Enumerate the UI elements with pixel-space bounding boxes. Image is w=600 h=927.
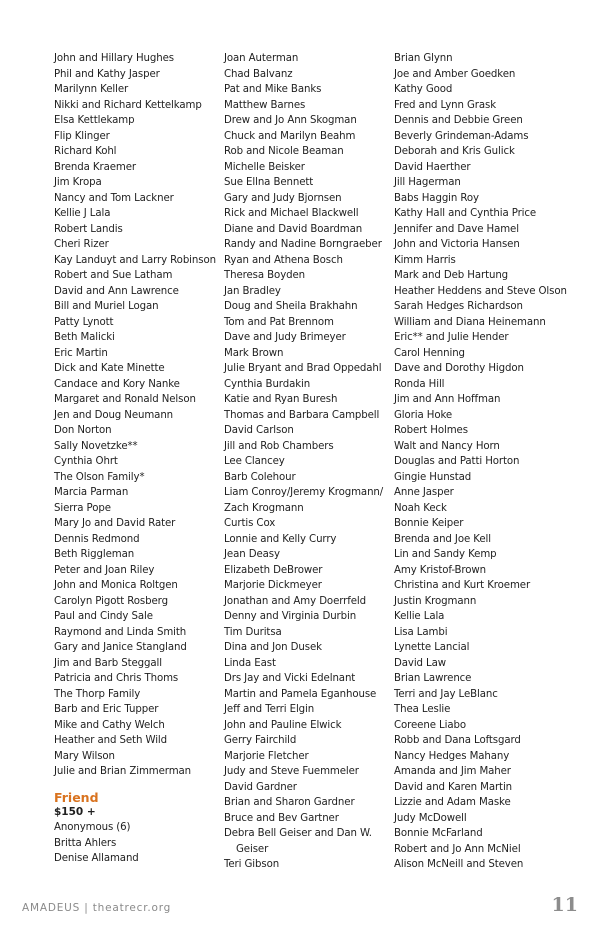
footer-show-title: AMADEUS [22, 902, 81, 914]
donor-name: Anne Jasper [394, 487, 454, 498]
donor-name: Sue Ellna Bennett [224, 177, 314, 188]
donor-name: Cynthia Ohrt [54, 456, 118, 467]
donor-column-3 [394, 51, 567, 873]
donor-name: Ronda Hill [394, 378, 445, 390]
donor-name: Lin and Sandy Kemp [394, 549, 497, 560]
donor-name: Drs Jay and Vicki Edelnant [224, 673, 356, 684]
donor-name: Julie and Brian Zimmerman [54, 766, 192, 777]
donor-name: Raymond and Linda Smith [54, 626, 187, 638]
footer-website[interactable]: theatrecr.org [92, 902, 172, 914]
donor-name: Jill Hagerman [394, 177, 461, 188]
donor-name: Douglas and Patti Horton [394, 456, 520, 467]
donor-name: Drew and Jo Ann Skogman [224, 115, 357, 126]
donor-name: Lonnie and Kelly Curry [224, 533, 337, 545]
donor-name: Julie Bryant and Brad Oppedahl [224, 363, 382, 374]
donor-name: David Law [394, 657, 447, 669]
donor-name: Peter and Joan Riley [54, 564, 155, 576]
donor-name: Heather Heddens and Steve Olson [394, 285, 567, 297]
donor-name: Dave and Judy Brimeyer [224, 332, 346, 343]
donor-name: Heather and Seth Wild [54, 735, 168, 746]
donor-name: Phil and Kathy Jasper [54, 68, 160, 80]
donor-name: Matthew Barnes [224, 99, 306, 111]
donor-name: Jim Kropa [54, 177, 102, 188]
donor-name: Eric** and Julie Hender [394, 332, 509, 343]
donor-name: Barb and Eric Tupper [54, 704, 159, 715]
donor-name: Jean Deasy [224, 549, 280, 560]
donor-name: Kellie Lala [394, 611, 445, 622]
donor-name: Jim and Ann Hoffman [394, 394, 501, 405]
donor-name: Jeff and Terri Elgin [224, 704, 315, 715]
donor-name: Amanda and Jim Maher [394, 766, 511, 777]
donor-name: Patty Lynott [54, 316, 114, 328]
donor-name: David Gardner [224, 781, 297, 793]
page-number: 11 [551, 894, 578, 916]
donor-name: Gloria Hoke [394, 409, 453, 421]
donor-name: Margaret and Ronald Nelson [54, 394, 196, 405]
donor-name: Beth Malicki [54, 332, 115, 343]
donor-name: Gary and Judy Bjornsen [224, 192, 342, 204]
donor-name: Jill and Rob Chambers [224, 440, 334, 452]
donor-name: Mike and Cathy Welch [54, 719, 165, 731]
donor-name: Walt and Nancy Horn [394, 440, 500, 452]
donor-name: Brenda Kraemer [54, 161, 136, 173]
donor-name: David Haerther [394, 161, 471, 173]
donor-name: Candace and Kory Nanke [54, 378, 180, 390]
donor-name: Dennis and Debbie Green [394, 115, 523, 126]
donor-name: John and Victoria Hansen [394, 239, 520, 250]
donor-name: Cheri Rizer [54, 239, 109, 250]
donor-name: Britta Ahlers [54, 837, 117, 849]
donor-name: Dick and Kate Minette [54, 363, 165, 374]
donor-name: Curtis Cox [224, 518, 276, 529]
donor-name: Joe and Amber Goedken [394, 68, 516, 80]
donor-name: Denise Allamand [54, 853, 139, 864]
donor-name: William and Diana Heinemann [394, 316, 546, 328]
donor-name: Kay Landuyt and Larry Robinson [54, 254, 216, 266]
donor-name: Gerry Fairchild [224, 735, 297, 746]
donor-name: Fred and Lynn Grask [394, 99, 497, 111]
donor-name: Brian Lawrence [394, 673, 472, 684]
donor-name: Anonymous (6) [54, 822, 131, 833]
donor-name: Geiser [236, 843, 269, 855]
donor-name: Brian Glynn [394, 53, 453, 64]
donor-name: Sarah Hedges Richardson [394, 301, 523, 312]
donor-name: Christina and Kurt Kroemer [394, 580, 531, 591]
donor-name: Judy and Steve Fuemmeler [224, 766, 359, 777]
friend-amount: $150 + [54, 805, 96, 818]
friend-heading: Friend [54, 789, 99, 805]
donor-name: Judy McDowell [394, 812, 467, 824]
donor-column-1 [54, 51, 214, 867]
donor-name: Carol Henning [394, 347, 465, 359]
donor-name: Brian and Sharon Gardner [224, 797, 355, 808]
donor-name: Eric Martin [54, 347, 108, 359]
donor-list-col1 [54, 51, 214, 780]
donor-name: Lisa Lambi [394, 626, 448, 638]
donor-name: Mary Jo and David Rater [54, 518, 176, 529]
donor-name: Amy Kristof-Brown [394, 564, 487, 576]
donor-name: Robert Holmes [394, 425, 468, 436]
donor-name: Mark and Deb Hartung [394, 270, 509, 281]
donor-list-col3 [394, 51, 567, 873]
donor-name: Dina and Jon Dusek [224, 642, 322, 653]
donor-name: Brenda and Joe Kell [394, 533, 491, 545]
donor-name: Michelle Beisker [224, 161, 305, 173]
donor-name: Bill and Muriel Logan [54, 301, 159, 312]
donor-name: Jonathan and Amy Doerrfeld [224, 595, 366, 607]
donor-name: Richard Kohl [54, 146, 117, 157]
donor-name: Flip Klinger [54, 130, 110, 142]
donor-name: Chad Balvanz [224, 68, 293, 80]
donor-name: Patricia and Chris Thoms [54, 673, 179, 684]
donor-name: Thea Leslie [394, 704, 451, 715]
donor-name: Marcia Parman [54, 487, 129, 498]
donor-name: Lizzie and Adam Maske [394, 797, 511, 808]
donor-name: Denny and Virginia Durbin [224, 611, 357, 622]
donor-name: Bonnie McFarland [394, 828, 483, 839]
donor-name: Randy and Nadine Borngraeber [224, 239, 382, 250]
donor-name: Robb and Dana Loftsgard [394, 735, 521, 746]
donor-name: Pat and Mike Banks [224, 84, 322, 95]
donor-name: Joan Auterman [224, 53, 299, 64]
footer [22, 902, 171, 914]
donor-name: Kimm Harris [394, 254, 456, 266]
donor-name: Chuck and Marilyn Beahm [224, 130, 356, 142]
donor-name: Carolyn Pigott Rosberg [54, 595, 168, 607]
donor-name: John and Pauline Elwick [224, 719, 342, 731]
donor-name: Coreene Liabo [394, 719, 466, 731]
donor-name: Mark Brown [224, 347, 284, 359]
donor-name: Kellie J Lala [54, 208, 111, 219]
donor-name: Mary Wilson [54, 750, 115, 762]
donor-name: Jennifer and Dave Hamel [394, 223, 519, 235]
donor-name: Nikki and Richard Kettelkamp [54, 99, 202, 111]
donor-name: Elizabeth DeBrower [224, 564, 323, 576]
footer-separator: | [84, 902, 89, 914]
donor-name: Beth Riggleman [54, 549, 135, 560]
donor-name: Sally Novetzke** [54, 440, 138, 452]
donor-name: Tim Duritsa [224, 626, 282, 638]
donor-name: Nancy and Tom Lackner [54, 192, 174, 204]
donor-name: Jim and Barb Steggall [54, 657, 162, 669]
donor-name: Zach Krogmann [224, 502, 304, 514]
donor-column-2 [224, 51, 384, 873]
donor-name: Babs Haggin Roy [394, 192, 479, 204]
donor-name: Marjorie Dickmeyer [224, 580, 322, 591]
donor-name: Lee Clancey [224, 456, 285, 467]
donor-name: Debra Bell Geiser and Dan W. [224, 828, 372, 839]
donor-name: Tom and Pat Brennom [224, 316, 334, 328]
donor-name: Jan Bradley [224, 285, 281, 297]
donor-name: Rob and Nicole Beaman [224, 146, 344, 157]
donor-name: Paul and Cindy Sale [54, 611, 153, 622]
donor-name: Dennis Redmond [54, 533, 140, 545]
donor-name: Justin Krogmann [394, 595, 477, 607]
donor-name: John and Monica Roltgen [54, 580, 178, 591]
donor-name: Gary and Janice Stangland [54, 642, 187, 653]
donor-name: Diane and David Boardman [224, 223, 363, 235]
donor-name: Linda East [224, 657, 276, 669]
donor-name: Cynthia Burdakin [224, 378, 311, 390]
donor-name: Kathy Hall and Cynthia Price [394, 208, 537, 219]
donor-name: Terri and Jay LeBlanc [394, 688, 498, 700]
donor-name: Deborah and Kris Gulick [394, 146, 515, 157]
donor-name: Thomas and Barbara Campbell [224, 409, 380, 421]
donor-name: The Olson Family* [54, 471, 145, 483]
donor-name: Elsa Kettlekamp [54, 115, 135, 126]
donor-name: Marjorie Fletcher [224, 750, 309, 762]
donor-name: Alison McNeill and Steven [394, 859, 524, 870]
donor-name: Don Norton [54, 425, 112, 436]
donor-name: David and Karen Martin [394, 781, 513, 793]
donor-name: The Thorp Family [54, 688, 141, 700]
donor-name: Gingie Hunstad [394, 471, 472, 483]
donor-name: Bruce and Bev Gartner [224, 812, 339, 824]
donor-name: Robert Landis [54, 223, 123, 235]
donor-name: Doug and Sheila Brakhahn [224, 301, 358, 312]
donor-name: Theresa Boyden [224, 270, 306, 281]
donor-name: Sierra Pope [54, 502, 111, 514]
donor-name: Noah Keck [394, 502, 447, 514]
donor-name: David and Ann Lawrence [54, 285, 179, 297]
donor-name: Lynette Lancial [394, 642, 470, 653]
donor-name: Beverly Grindeman-Adams [394, 130, 529, 142]
donor-name: Marilynn Keller [54, 84, 129, 95]
donor-name: Teri Gibson [224, 859, 280, 870]
donor-name: Nancy Hedges Mahany [394, 750, 510, 762]
donor-name: Martin and Pamela Eganhouse [224, 688, 377, 700]
donor-name: Liam Conroy/Jeremy Krogmann/ [224, 487, 384, 498]
donor-list-col2 [224, 51, 384, 873]
donor-name: Bonnie Keiper [394, 518, 464, 529]
donor-name: David Carlson [224, 425, 294, 436]
donor-name: Rick and Michael Blackwell [224, 208, 359, 219]
friend-donor-list [54, 820, 214, 867]
donor-name: Katie and Ryan Buresh [224, 394, 338, 405]
donor-name: Kathy Good [394, 84, 453, 95]
donor-name: Dave and Dorothy Higdon [394, 363, 524, 374]
donor-name: Barb Colehour [224, 471, 296, 483]
donor-name: Robert and Sue Latham [54, 270, 173, 281]
donor-name: Robert and Jo Ann McNiel [394, 843, 521, 855]
donor-name: Ryan and Athena Bosch [224, 254, 343, 266]
donor-name: John and Hillary Hughes [54, 53, 174, 64]
donor-name: Jen and Doug Neumann [54, 409, 174, 421]
